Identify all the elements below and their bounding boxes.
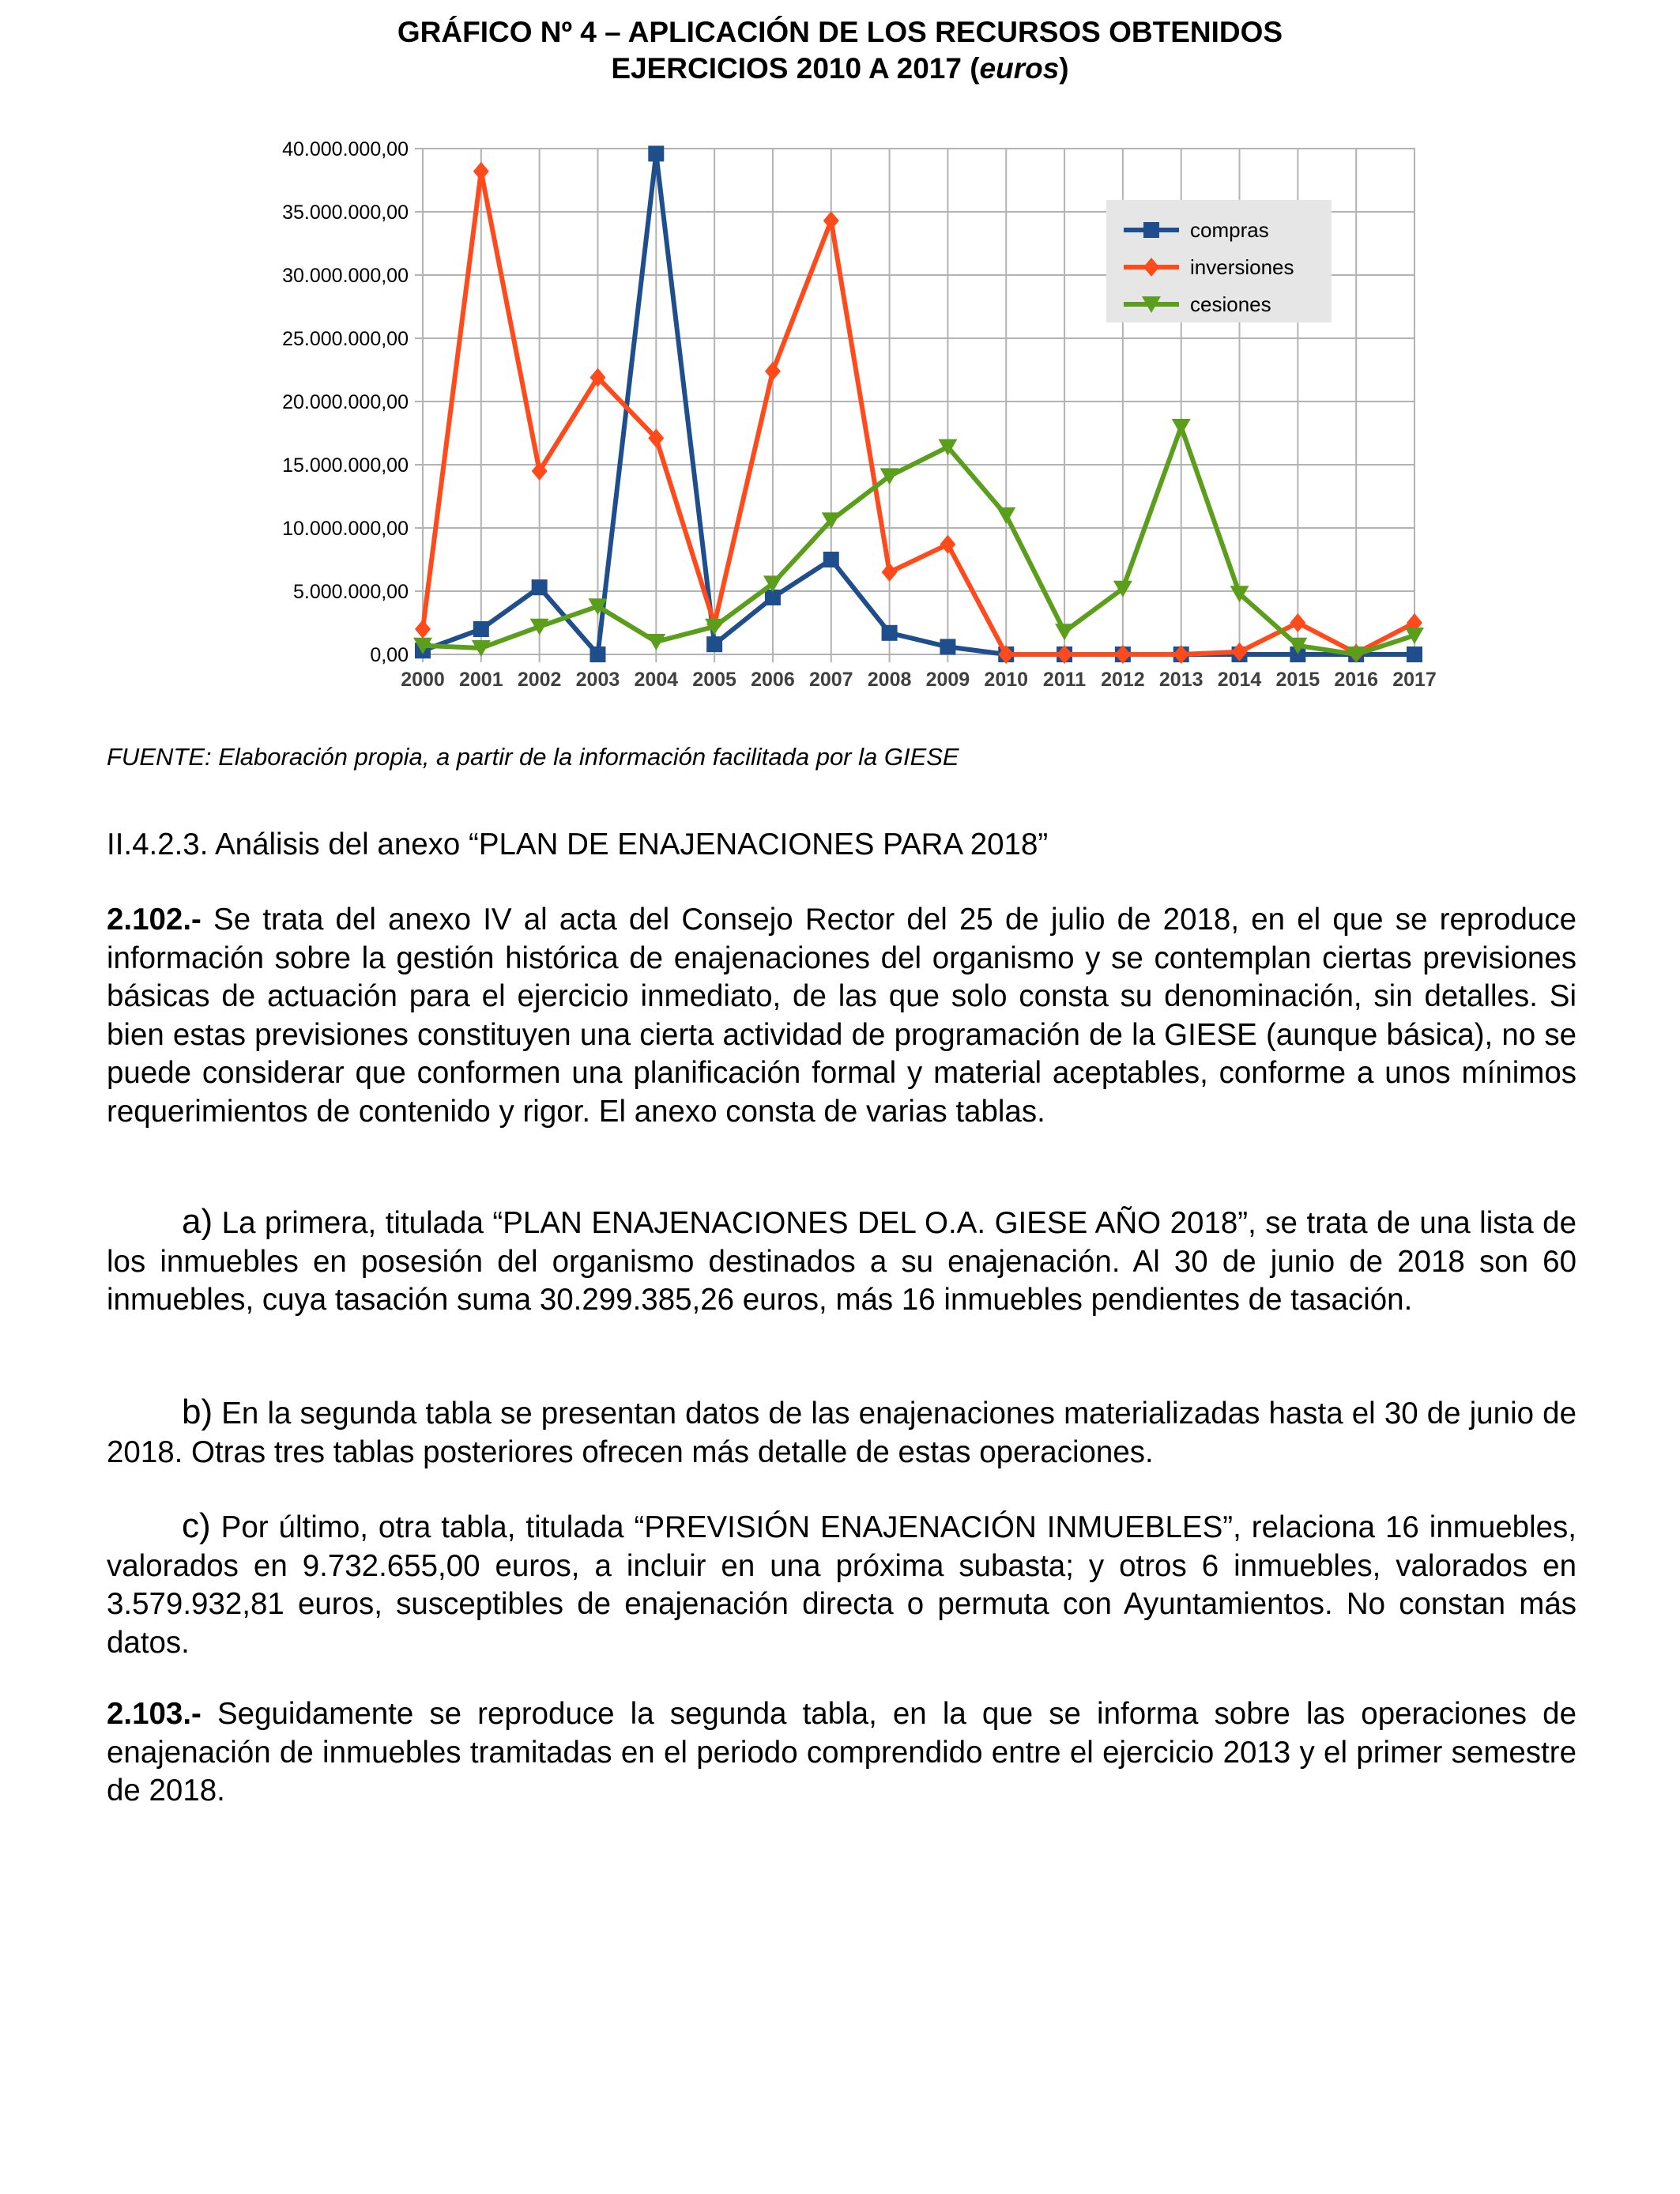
legend-label-inversiones: inversiones	[1190, 255, 1294, 279]
list-item-letter: c)	[182, 1506, 211, 1545]
y-tick-label: 25.000.000,00	[282, 328, 409, 350]
x-tick-label: 2008	[867, 669, 912, 691]
list-item-letter: b)	[182, 1393, 213, 1431]
line-chart	[245, 117, 1446, 702]
data-point-compras	[823, 552, 839, 567]
legend-marker-compras	[1143, 222, 1159, 238]
title-line-1: GRÁFICO Nº 4 – APLICACIÓN DE LOS RECURSOS OBTENIDOS	[397, 16, 1283, 48]
list-item-text: Por último, otra tabla, titulada “PREVISIÓN ENAJENACIÓN INMUEBLES”, relaciona 16 inmuebles, valorados en 9.732.655,00 euros, a incluir en una próxima subasta; y otros 6 inmuebles, valorados en 3.579.932,81 euros, susceptibles de enajenación directa o permuta con Ayuntamientos. No constan más datos.	[107, 1510, 1576, 1660]
data-point-compras	[940, 639, 955, 654]
x-tick-label: 2017	[1392, 669, 1437, 691]
title-line-2-italic: euros	[979, 52, 1060, 85]
paragraph-2103	[107, 1695, 1576, 1811]
x-tick-label: 2011	[1042, 669, 1087, 691]
x-tick-label: 2014	[1217, 669, 1262, 691]
title-line-2-suffix: )	[1059, 52, 1069, 85]
x-tick-label: 2012	[1101, 669, 1145, 691]
data-point-compras	[1407, 647, 1422, 662]
data-point-compras	[648, 145, 664, 161]
data-point-compras	[590, 647, 605, 662]
data-point-compras	[532, 579, 548, 595]
x-tick-label: 2010	[984, 669, 1029, 691]
y-tick-label: 5.000.000,00	[293, 581, 409, 603]
data-point-compras	[706, 636, 722, 652]
y-tick-label: 40.000.000,00	[282, 138, 409, 160]
y-tick-label: 10.000.000,00	[282, 518, 409, 540]
data-point-compras	[473, 621, 489, 637]
section-heading: II.4.2.3. Análisis del anexo “PLAN DE ENAJENACIONES PARA 2018”	[107, 827, 1049, 861]
legend-label-cesiones: cesiones	[1190, 292, 1271, 316]
x-tick-label: 2013	[1158, 669, 1203, 691]
x-tick-label: 2005	[692, 669, 736, 691]
paragraph-number: 2.103.-	[107, 1697, 202, 1731]
x-tick-label: 2015	[1275, 669, 1320, 691]
list-item-a	[107, 1203, 1576, 1320]
x-tick-label: 2000	[401, 669, 445, 691]
title-line-2-prefix: EJERCICIOS 2010 A 2017 (	[611, 52, 980, 85]
paragraph-2102	[107, 901, 1576, 1131]
list-item-text: En la segunda tabla se presentan datos de las enajenaciones materializadas hasta el 30 de junio de 2018. Otras tres tablas posteriores ofrecen más detalle de estas operaciones.	[107, 1397, 1576, 1469]
x-tick-label: 2004	[634, 669, 679, 691]
y-tick-label: 35.000.000,00	[282, 202, 409, 224]
x-tick-label: 2006	[751, 669, 795, 691]
y-tick-label: 15.000.000,00	[282, 454, 409, 477]
legend-label-compras: compras	[1190, 218, 1269, 242]
paragraph-text: Seguidamente se reproduce la segunda tabla, en la que se informa sobre las operaciones de enajenación de inmuebles tramitadas en el periodo comprendido entre el ejercicio 2013 y el primer semestre de 2018.	[107, 1697, 1576, 1808]
x-tick-label: 2009	[925, 669, 970, 691]
source-note: FUENTE: Elaboración propia, a partir de la información facilitada por la GIESE	[107, 743, 959, 771]
paragraph-text: Se trata del anexo IV al acta del Consejo Rector del 25 de julio de 2018, en el que se reproduce información sobre la gestión histórica de enajenaciones del organismo y se contemplan ciertas previsiones básicas de actuación para el ejercicio inmediato, de las que solo consta su denominación, sin detalles. Si bien estas previsiones constituyen una cierta actividad de programación de la GIESE (aunque básica), no se puede considerar que conformen una planificación formal y material aceptables, conforme a unos mínimos requerimientos de contenido y rigor. El anexo consta de varias tablas.	[107, 903, 1576, 1129]
paragraph-number: 2.102.-	[107, 903, 202, 937]
y-tick-label: 30.000.000,00	[282, 265, 409, 287]
list-item-text: La primera, titulada “PLAN ENAJENACIONES DEL O.A. GIESE AÑO 2018”, se trata de una lista de los inmuebles en posesión del organismo destinados a su enajenación. Al 30 de junio de 2018 son 60 inmuebles, cuya tasación suma 30.299.385,26 euros, más 16 inmuebles pendientes de tasación.	[107, 1206, 1576, 1317]
list-item-b	[107, 1393, 1576, 1472]
title-line-2	[0, 51, 1680, 87]
chart-title	[0, 14, 1680, 87]
x-tick-label: 2003	[575, 669, 620, 691]
list-item-letter: a)	[182, 1202, 213, 1241]
y-tick-label: 0,00	[370, 644, 409, 666]
list-item-c	[107, 1507, 1576, 1662]
x-tick-label: 2002	[517, 669, 562, 691]
x-tick-label: 2001	[459, 669, 503, 691]
x-tick-label: 2007	[808, 669, 853, 691]
data-point-compras	[882, 625, 898, 641]
y-tick-label: 20.000.000,00	[282, 391, 409, 413]
x-tick-label: 2016	[1334, 669, 1378, 691]
